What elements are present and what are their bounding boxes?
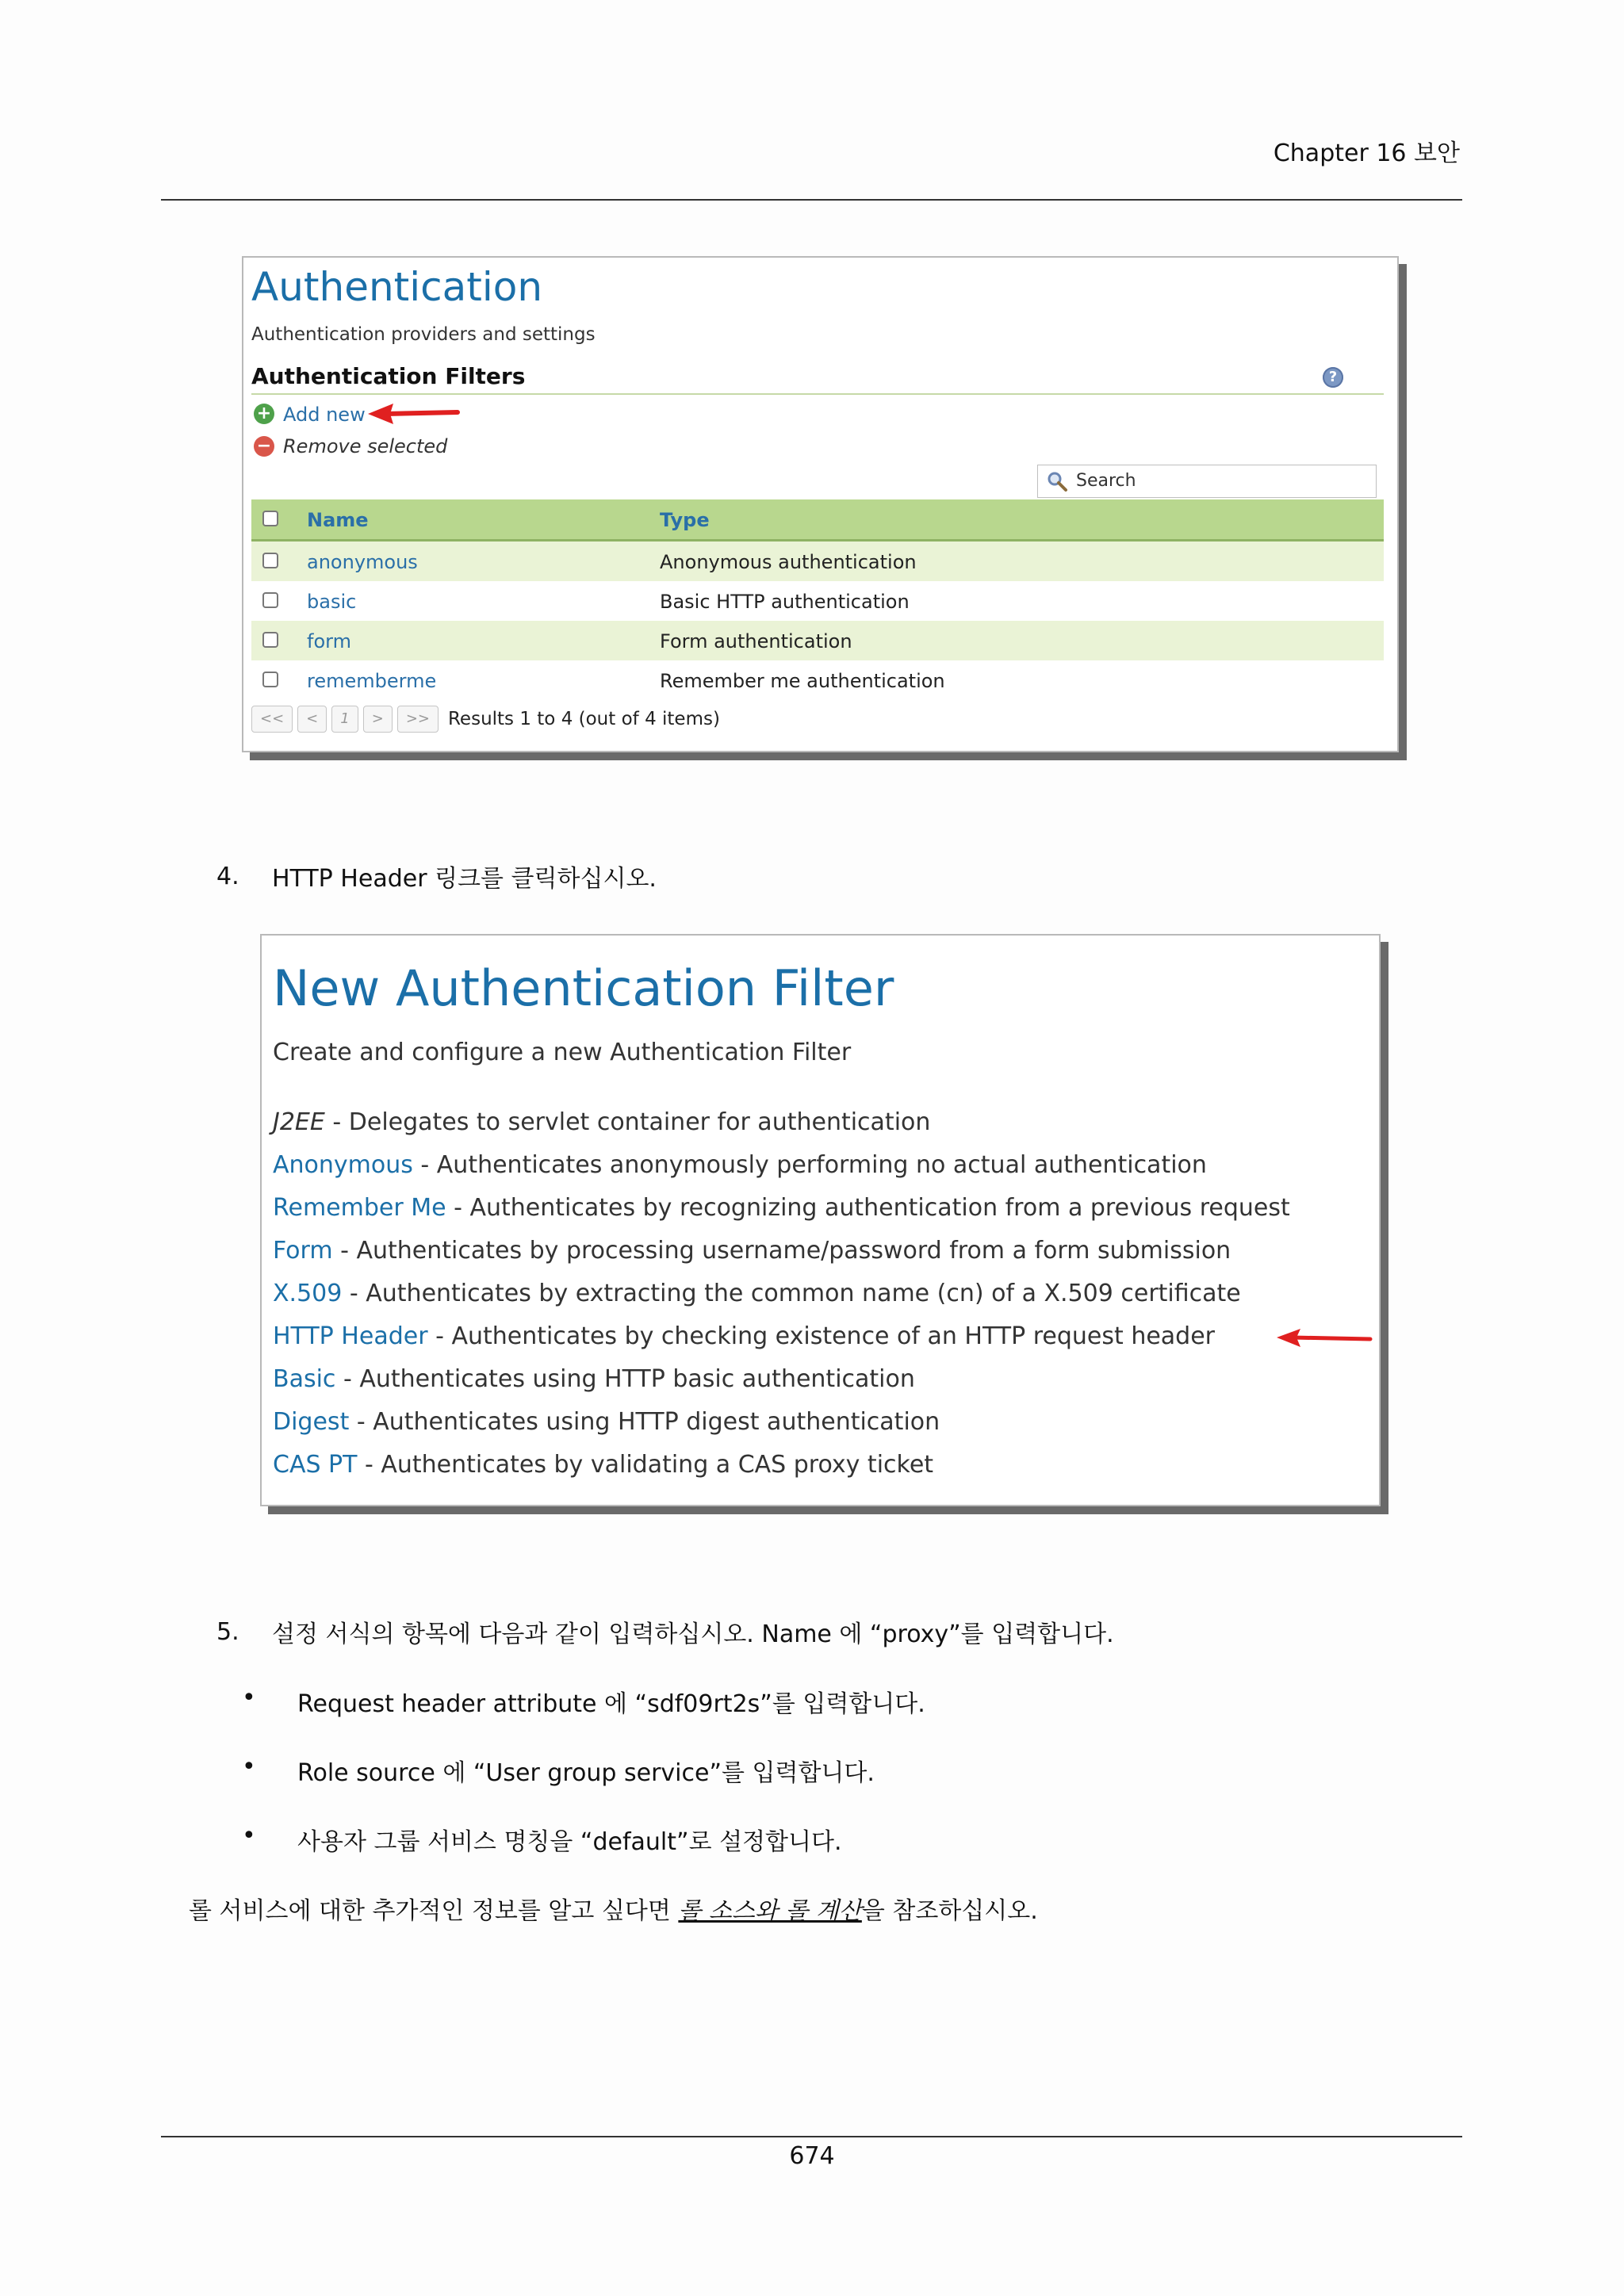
auth-filters-heading: Authentication Filters <box>251 363 526 389</box>
filter-link[interactable]: Basic <box>273 1365 336 1393</box>
filter-name-link[interactable]: basic <box>307 591 357 613</box>
row-checkbox[interactable] <box>262 592 278 608</box>
bullet-text: 사용자 그룹 서비스 명칭을 “default”로 설정합니다. <box>297 1828 842 1856</box>
select-all-checkbox[interactable] <box>262 511 278 526</box>
bullet-text: Request header attribute 에 “sdf09rt2s”를 입력합니다. <box>297 1690 925 1718</box>
filter-option <box>273 1194 1290 1222</box>
filter-description: - Authenticates by processing username/password from a form submission <box>332 1237 1231 1265</box>
filter-link[interactable]: Digest <box>273 1408 350 1436</box>
add-icon[interactable]: + <box>254 404 274 424</box>
note-text-end: 을 참조하십시오. <box>861 1897 1038 1925</box>
filter-option <box>273 1280 1241 1307</box>
header-rule <box>161 199 1462 201</box>
role-source-link[interactable]: 롤 소스와 롤 계산 <box>678 1897 862 1925</box>
authentication-screenshot <box>242 256 1399 752</box>
new-filter-subtitle: Create and configure a new Authentication Filter <box>273 1039 852 1066</box>
table-header-row <box>251 499 1384 541</box>
new-filter-title: New Authentication Filter <box>273 959 894 1017</box>
auth-page-subtitle: Authentication providers and settings <box>251 324 596 345</box>
filters-table <box>251 499 1384 700</box>
auth-page-title: Authentication <box>251 264 543 310</box>
remove-icon[interactable]: − <box>254 436 274 457</box>
filter-name[interactable]: J2EE <box>273 1108 325 1136</box>
bullet-dot: • <box>242 1822 256 1850</box>
filter-option <box>273 1408 940 1436</box>
filter-description: - Authenticates by validating a CAS proxy ticket <box>357 1451 934 1479</box>
filter-option <box>273 1108 930 1136</box>
remove-selected-link[interactable]: Remove selected <box>283 435 448 457</box>
search-input[interactable] <box>1037 465 1377 498</box>
filter-option <box>273 1151 1207 1179</box>
step-text: 설정 서식의 항목에 다음과 같이 입력하십시오. Name 에 “proxy”를 입력합니다. <box>272 1621 1114 1648</box>
page-number: 674 <box>789 2142 835 2170</box>
row-checkbox[interactable] <box>262 672 278 687</box>
next-page-button[interactable]: > <box>363 706 393 733</box>
filter-description: - Authenticates by extracting the common name (cn) of a X.509 certificate <box>342 1280 1241 1307</box>
filter-link[interactable]: Form <box>273 1237 333 1265</box>
pointer-arrow-icon <box>366 399 462 426</box>
filter-description: - Authenticates by checking existence of an HTTP request header <box>427 1322 1216 1350</box>
filter-name-link[interactable]: rememberme <box>307 670 437 692</box>
reference-note <box>189 1891 1038 1926</box>
results-count: Results 1 to 4 (out of 4 items) <box>447 709 720 729</box>
footer-rule <box>161 2136 1462 2137</box>
pointer-arrow-icon <box>1275 1326 1373 1350</box>
filter-option <box>273 1322 1215 1350</box>
bullet-dot: • <box>242 1684 256 1712</box>
filter-description: - Delegates to servlet container for authentication <box>324 1108 931 1136</box>
new-filter-screenshot <box>260 934 1381 1506</box>
filter-name-link[interactable]: form <box>307 630 351 652</box>
first-page-button[interactable]: << <box>251 706 293 733</box>
filter-type: Anonymous authentication <box>660 551 917 573</box>
chapter-header: Chapter 16 보안 <box>1273 140 1460 167</box>
column-type-header[interactable]: Type <box>660 509 710 531</box>
bullet-text: Role source 에 “User group service”를 입력합니다. <box>297 1759 875 1787</box>
page-number-button[interactable]: 1 <box>331 706 358 733</box>
filter-link[interactable]: Anonymous <box>273 1151 413 1179</box>
filter-description: - Authenticates using HTTP digest authentication <box>349 1408 940 1436</box>
pagination <box>251 703 720 735</box>
filter-option <box>273 1237 1231 1265</box>
filter-type: Remember me authentication <box>660 670 945 692</box>
filter-link[interactable]: X.509 <box>273 1280 343 1307</box>
filter-type: Form authentication <box>660 630 852 652</box>
table-row <box>251 660 1384 700</box>
search-icon <box>1046 470 1068 492</box>
step-text: HTTP Header 링크를 클릭하십시오. <box>272 865 657 893</box>
step-number: 5. <box>216 1618 239 1646</box>
filter-link[interactable]: Remember Me <box>273 1194 446 1222</box>
last-page-button[interactable]: >> <box>397 706 439 733</box>
table-row <box>251 581 1384 621</box>
bullet-dot: • <box>242 1753 256 1781</box>
add-new-link[interactable]: Add new <box>283 404 366 426</box>
row-checkbox[interactable] <box>262 632 278 648</box>
filter-type: Basic HTTP authentication <box>660 591 910 613</box>
column-name-header[interactable]: Name <box>307 509 369 531</box>
filter-link[interactable]: CAS PT <box>273 1451 358 1479</box>
help-icon[interactable]: ? <box>1323 367 1343 388</box>
filter-option <box>273 1451 933 1479</box>
filter-description: - Authenticates using HTTP basic authentication <box>335 1365 915 1393</box>
filter-name-link[interactable]: anonymous <box>307 551 418 573</box>
http-header-link[interactable]: HTTP Header <box>273 1322 428 1350</box>
step-number: 4. <box>216 863 239 890</box>
section-divider <box>251 393 1384 395</box>
filter-option <box>273 1365 915 1393</box>
table-row <box>251 541 1384 581</box>
search-placeholder: Search <box>1076 471 1136 491</box>
table-row <box>251 621 1384 660</box>
filter-description: - Authenticates anonymously performing no actual authentication <box>412 1151 1207 1179</box>
row-checkbox[interactable] <box>262 553 278 568</box>
note-text: 롤 서비스에 대한 추가적인 정보를 알고 싶다면 <box>189 1897 679 1925</box>
filter-description: - Authenticates by recognizing authentication from a previous request <box>446 1194 1290 1222</box>
prev-page-button[interactable]: < <box>297 706 327 733</box>
